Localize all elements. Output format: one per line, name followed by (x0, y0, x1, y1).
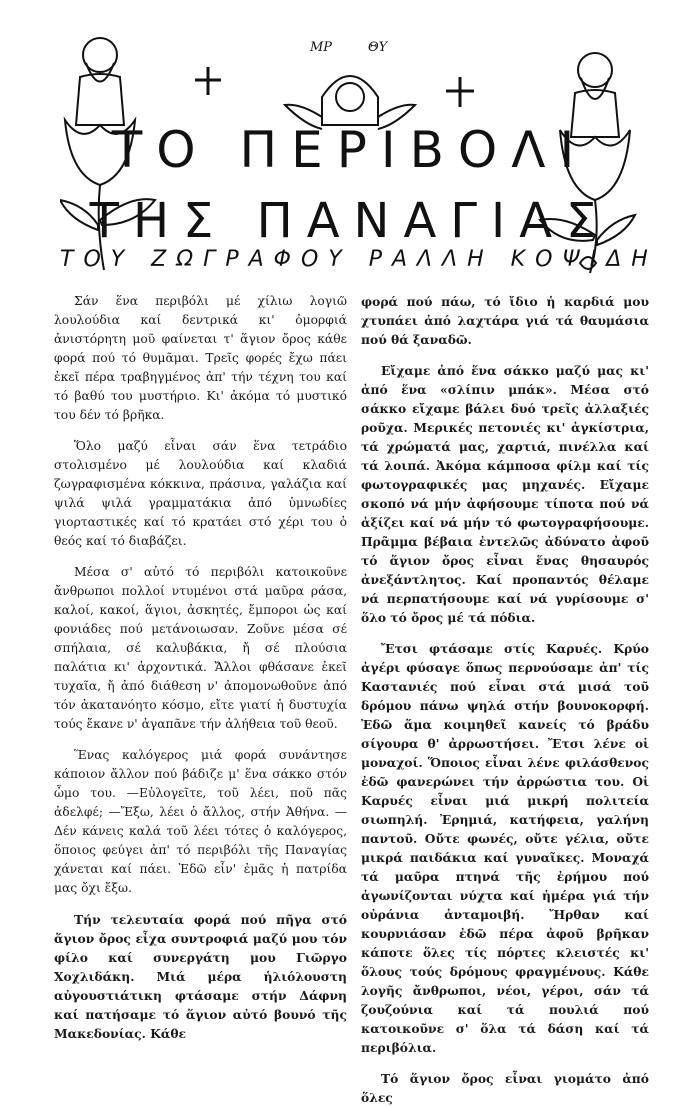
title-line-1: ΤΟ ΠΕΡΙΒΟΛΙ (111, 121, 589, 179)
paragraph: Ἔτσι φτάσαμε στίς Καρυές. Κρύο ἀγέρι φύσαγε ὅπως περνούσαμε ἀπ' τίς Καστανιές πού εἶναι στά μισά τοῦ δρόμου πάνω ψηλά στήν βουνοκορφή. Ἐδῶ ἅμα κοιμηθεῖ κανείς τό βράδυ σίγουρα θ' ἀρρωστήσει. Ἔτσι λένε οἱ μοναχοί. Ὅποιος εἶναι λένε φιλάσθενος ἐδῶ φανερώνει τήν ἀρρώστια του. Οἱ Καρυές εἶναι μιά μικρή πολιτεία σιωπηλή. Ἐρημιά, κατήφεια, γαλήνη παντοῦ. Οὔτε φωνές, οὔτε γέλια, οὔτε μικρά παιδάκια καί γυναῖκες. Μοναχά τά μαῦρα πτηνά τῆς ἐρήμου πού ἀγωνίζονται νύχτα καί ἡμέρα γιά τήν οὐράνια ἀνταμοιβή. Ἤρθαν καί κουρνιάσαν ἐδῶ πέρα ἀφοῦ βρῆκαν κάποτε ὅλες τίς πόρτες κλειστές κι' ὅλους τούς δρόμους φραγμένους. Κάθε λογῆς ἄνθρωποι, νέοι, γέροι, σάν τά ζουζούνια καί τά πουλιά πού κατοικοῦνε σ' ὅλα τά δάση καί τά περιβόλια. (361, 641, 649, 1055)
title-line-2: ΤΗΣ ΠΑΝΑΓΙΑΣ (89, 193, 611, 249)
paragraph: Τό ἅγιον ὄρος εἶναι γιομάτο ἀπό ὅλες (361, 1071, 649, 1105)
article-column-right (361, 292, 649, 1107)
paragraph: φορά πού πάω, τό ἴδιο ἡ καρδιά μου χτυπάει ἀπό λαχτάρα γιά τά θαυμάσια πού θά ξαναδῶ. (361, 294, 649, 347)
paragraph: Εἴχαμε ἀπό ἕνα σάκκο μαζύ μας κι' ἀπό ἕνα «σλίπιν μπάκ». Μέσα στό σάκκο εἴχαμε βάλει δυό τρεῖς ἀλλαξιές ροῦχα. Μερικές πετονιές κι' ἀγκίστρια, τά χρώματά μας, χαρτιά, πινέλλα καί τά λοιπά. Ἀκόμα κάμποσα φίλμ καί τίς φωτογραφικές μας μηχανές. Εἴχαμε σκοπό νά μήν ἀφήσουμε τίποτα πού νά ἀξίζει καί νά μήν τό φωτογραφήσουμε. Πρᾶμμα βέβαια ἐντελῶς ἀδύνατο ἀφοῦ τό ἅγιον ὄρος εἶναι ἕνας θησαυρός ἀνεξάντλητος. Καί προπαντός θέλαμε νά περπατήσουμε καί νά γυρίσουμε σ' ὅλο τό ὄρος μέ τά πόδια. (361, 363, 649, 625)
article-column-left (54, 292, 347, 1043)
paragraph: Μέσα σ' αὐτό τό περιβόλι κατοικοῦνε ἄνθρωποι πολλοί ντυμένοι στά μαῦρα ράσα, καλοί, κακοί, ἅγιοι, ἀσκητές, ἔμποροι ὡς καί φονιάδες πού μετάνοιωσαν. Ζοῦνε μέσα σέ σπήλαια, σέ καλυβάκια, ἤ σέ πλούσια παλάτια κι' ἀρχοντικά. Ἄλλοι φθάσανε ἐκεῖ τυχαῖα, ἤ ἀπό διάθεση ν' ἀπομονωθοῦνε ἀπό τόν ἀκατανόητο κόσμο, εἴτε γιατί ἡ δυστυχία τούς ἔκανε ν' ἀγαπᾶνε τήν ἀλήθεια τοῦ θεοῦ. (54, 565, 347, 731)
header-illustration (60, 25, 658, 275)
paragraph: Ἕνας καλόγερος μιά φορά συνάντησε κάποιον ἄλλον πού βάδιζε μ' ἕνα σάκκο στόν ὦμο του. —Εὐλογεῖτε, τοῦ λέει, ποῦ πᾶς ἀδελφέ; —Ἔξω, λέει ὁ ἄλλος, στήν Ἀθήνα. — Δέν κάνεις καλά τοῦ λέει τότες ὁ καλόγερος, ὅποιος φεύγει ἀπ' τό περιβόλι τῆς Παναγίας χάνεται καί πάει. Ἐδῶ εἶν' ἐμᾶς ἡ πατρίδα μας ὄχι ἔξω. (54, 748, 347, 895)
paragraph: Ὅλο μαζύ εἶναι σάν ἕνα τετράδιο στολισμένο μέ λουλούδια καί κλαδιά ζωγραφισμένα κόκκινα, πράσινα, γαλάζια καί ψιλά ψιλά γραμματάκια ἀπό ὑμνωδίες γιορταστικές καί τό κρατάει στό χέρι του ὁ θεός καί τό διαβάζει. (54, 439, 347, 548)
byline: ΤΟΥ ΖΩΓΡΑΦΟΥ ΡΑΛΛΗ ΚΟΨΙΔΗ (60, 247, 658, 272)
icon-abbr-left: ΜΡ (310, 40, 333, 55)
paragraph: Σάν ἕνα περιβόλι μέ χίλιω λογιῶ λουλούδια καί δεντρικά κι' ὀμορφιά ἀνιστόρητη μοῦ φαίνεται τ' ἅγιον ὄρος κάθε φορά πού τό θυμᾶμαι. Τρεῖς φορές ἔχω πάει ἐκεῖ πέρα τραβηγμένος ἀπ' τήν τέχνη του καί τό βαθύ του μυστήριο. Κι' ἀκόμα τό μυστικό του δέν τό βρῆκα. (54, 294, 347, 422)
icon-abbr-right: ΘΥ (368, 40, 388, 55)
paragraph: Τήν τελευταία φορά πού πῆγα στό ἅγιον ὄρος εἶχα συντροφιά μαζύ μου τόν φίλο καί συνεργάτη μου Γιῶργο Χοχλιδάκη. Μιά μέρα ἡλιόλουστη αὐγουστιάτικη φτάσαμε στήν Δάφνη καί πατήσαμε τό ἅγιον αὐτό βουνό τῆς Μακεδονίας. Κάθε (54, 912, 347, 1041)
